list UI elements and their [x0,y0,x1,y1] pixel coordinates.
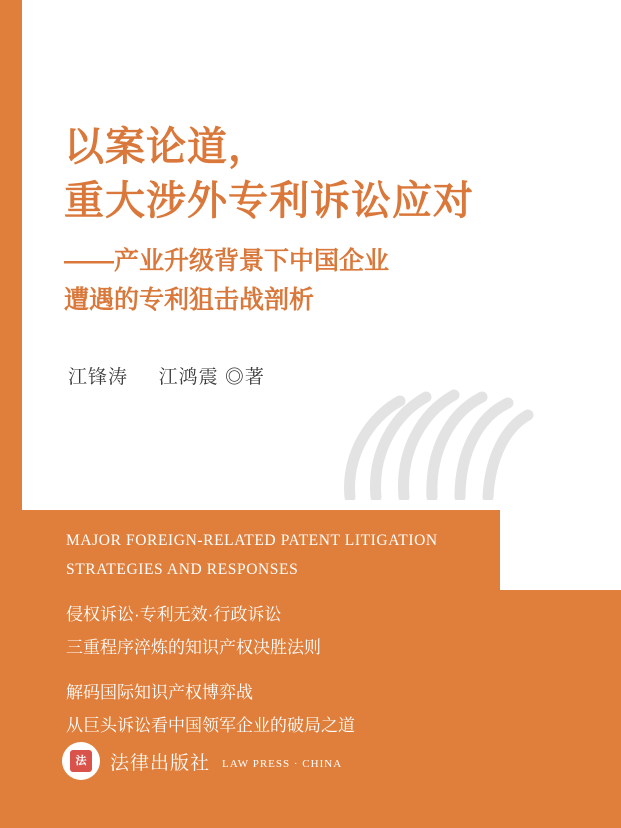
title-line-1: 以案论道， [64,125,269,169]
subtitle-block [64,242,564,320]
english-title-line-1: MAJOR FOREIGN-RELATED PATENT LITIGATION [66,532,438,549]
publisher-seal-text: 法 [70,750,92,772]
english-title-block [66,527,438,584]
author-name-2: 江鸿震 [158,367,219,388]
tagline-block [66,598,355,743]
publisher-name-en: LAW PRESS · CHINA [222,757,343,770]
subtitle-line-1: ——产业升级背景下中国企业 [64,247,390,275]
author-name-1: 江锋涛 [68,367,129,388]
tagline-3: 解码国际知识产权博弈战 [66,683,253,703]
author-byline [68,362,265,389]
white-notch [500,510,621,590]
tagline-1: 侵权诉讼·专利无效·行政诉讼 [66,605,282,624]
publisher-block [62,742,342,780]
title-block [64,120,564,320]
english-title-line-2: STRATEGIES AND RESPONSES [66,560,299,578]
tagline-2: 三重程序淬炼的知识产权决胜法则 [66,638,321,658]
publisher-logo-icon [62,742,100,780]
swirl-ornament-icon [330,385,540,500]
subtitle-line-2: 遭遇的专利狙击战剖析 [64,285,315,314]
title-line-2: 重大涉外专利诉讼应对 [64,179,474,223]
author-suffix: ◎著 [224,367,265,388]
publisher-name: 法律出版社 [110,752,211,774]
tagline-4: 从巨头诉讼看中国领军企业的破局之道 [66,716,355,736]
